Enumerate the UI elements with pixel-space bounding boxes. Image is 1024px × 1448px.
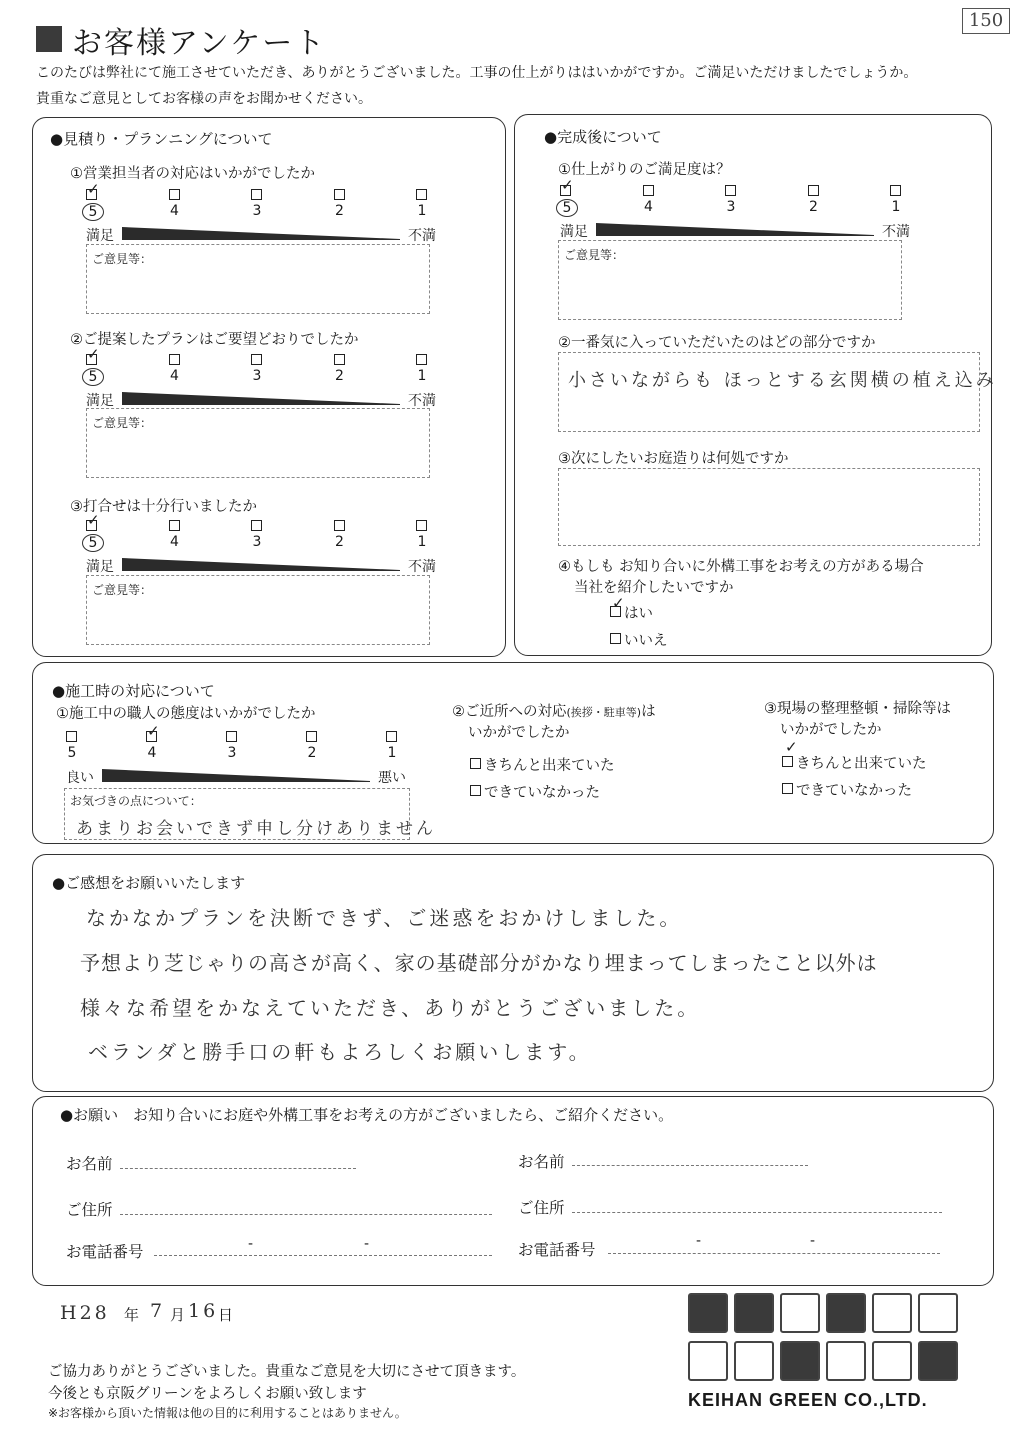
intro-line-2: 貴重なご意見としてお客様の声をお聞かせください。 xyxy=(36,91,372,107)
construction-q3-label-1: ③現場の整理整頓・掃除等は xyxy=(764,701,951,717)
completion-q4-option-no[interactable] xyxy=(610,629,668,650)
company-name: KEIHAN GREEN CO.,LTD. xyxy=(688,1390,928,1410)
checkbox-icon[interactable] xyxy=(251,354,262,365)
referral-phone-input-1[interactable] xyxy=(154,1255,492,1256)
scale-wedge-shape xyxy=(122,392,400,405)
checkbox-icon[interactable] xyxy=(306,731,317,742)
scale-number: 2 xyxy=(335,368,344,384)
construction-q2-label-small: (挨拶・駐車等) xyxy=(566,706,642,719)
estimate-q1-opinion-label: ご意見等： xyxy=(92,252,153,266)
logo-tile xyxy=(688,1293,728,1333)
construction-section-title: ●施工時の対応について xyxy=(52,682,215,700)
phone-separator: - xyxy=(696,1233,702,1249)
date-era-year: H28 xyxy=(60,1302,110,1324)
title-square-icon xyxy=(36,26,62,52)
construction-q2-label-main: ②ご近所への対応 xyxy=(452,704,567,720)
logo-tile xyxy=(872,1341,912,1381)
logo-tile xyxy=(734,1341,774,1381)
construction-q2-label-2: いかがでしたか xyxy=(468,725,570,741)
completion-section-title: ●完成後について xyxy=(544,128,662,146)
construction-q2-option-good-label: きちんと出来ていた xyxy=(484,758,615,774)
completion-q4-option-yes-label: はい xyxy=(624,606,653,622)
logo-tile xyxy=(918,1341,958,1381)
referral-address-label-2: ご住所 xyxy=(518,1199,565,1217)
scale-number: 5 xyxy=(82,368,104,386)
estimate-q2-label: ②ご提案したプランはご要望どおりでしたか xyxy=(70,332,359,348)
completion-q2-label: ②一番気に入っていただいたのはどの部分ですか xyxy=(558,335,876,351)
completion-q3-answer-box[interactable] xyxy=(558,468,980,546)
scale-number: 4 xyxy=(170,368,179,384)
referral-phone-input-2[interactable] xyxy=(608,1253,940,1254)
completion-q3-label: ③次にしたいお庭造りは何処ですか xyxy=(558,451,789,467)
scale-number: 2 xyxy=(307,745,317,761)
logo-tile xyxy=(780,1341,820,1381)
referral-address-input-2[interactable] xyxy=(572,1212,942,1213)
scale-number: 1 xyxy=(417,534,427,550)
check-mark-icon: ✓ xyxy=(147,722,160,740)
construction-q2-option-bad-label: できていなかった xyxy=(484,785,600,801)
construction-q2-option-bad[interactable] xyxy=(470,781,600,802)
scale-number: 4 xyxy=(147,745,157,761)
referral-name-label-2: お名前 xyxy=(518,1153,565,1171)
estimate-q3-opinion-label: ご意見等： xyxy=(92,583,153,597)
scale-wedge-bar xyxy=(102,769,370,783)
checkbox-icon[interactable] xyxy=(334,520,345,531)
checkbox-icon[interactable] xyxy=(416,520,427,531)
checkbox-icon[interactable] xyxy=(808,185,819,196)
referral-name-label-1: お名前 xyxy=(66,1155,113,1173)
checkbox-icon[interactable] xyxy=(334,354,345,365)
scale-low-label: 満足 xyxy=(86,228,114,244)
scale-wedge-shape xyxy=(122,558,400,571)
checkbox-icon[interactable] xyxy=(890,185,901,196)
logo-tile xyxy=(688,1341,728,1381)
estimate-section-title: ●見積り・プランニングについて xyxy=(50,130,273,148)
scale-number: 5 xyxy=(82,203,104,221)
check-mark-icon: ✓ xyxy=(87,180,100,198)
construction-q2-option-good[interactable] xyxy=(470,754,615,775)
scale-number: 5 xyxy=(556,199,578,217)
referral-phone-label-2: お電話番号 xyxy=(518,1241,596,1259)
scale-wedge-bar xyxy=(596,223,874,237)
check-mark-icon: ✓ xyxy=(87,511,100,529)
checkbox-icon[interactable] xyxy=(169,189,180,200)
construction-q3-label-2: いかがでしたか xyxy=(780,722,882,738)
intro-line-1: このたびは弊社にて施工させていただき、ありがとうございました。工事の仕上がりははいかがですか。ご満足いただけましたでしょうか。 xyxy=(36,65,918,81)
completion-q2-answer-box[interactable] xyxy=(558,352,980,432)
scale-low-label: 満足 xyxy=(86,559,114,575)
checkbox-icon[interactable] xyxy=(251,520,262,531)
checkbox-icon[interactable] xyxy=(643,185,654,196)
check-mark-icon: ✓ xyxy=(561,176,574,194)
checkbox-icon[interactable] xyxy=(169,354,180,365)
scale-wedge-shape xyxy=(102,769,370,782)
scale-high-label: 不満 xyxy=(882,224,910,240)
scale-number: 2 xyxy=(809,199,818,215)
date-day: 16 xyxy=(188,1300,219,1322)
checkbox-checked-icon xyxy=(782,756,793,767)
checkbox-icon xyxy=(470,785,481,796)
scale-wedge-bar xyxy=(122,227,400,241)
scale-number: 4 xyxy=(170,203,179,219)
construction-remarks-label: お気づきの点について： xyxy=(70,794,202,808)
footer-privacy-note: ※お客様から頂いた情報は他の目的に利用することはありません。 xyxy=(48,1406,407,1420)
estimate-q1-label: ①営業担当者の対応はいかがでしたか xyxy=(70,166,315,182)
referral-address-input-1[interactable] xyxy=(120,1214,492,1215)
construction-q3-option-bad-label: できていなかった xyxy=(796,783,912,799)
estimate-q2-opinion-label: ご意見等： xyxy=(92,416,153,430)
checkbox-icon xyxy=(610,633,621,644)
checkbox-icon[interactable] xyxy=(416,354,427,365)
checkbox-icon xyxy=(782,783,793,794)
footer-thanks: ご協力ありがとうございました。貴重なご意見を大切にさせて頂きます。 xyxy=(48,1364,526,1380)
date-month: 7 xyxy=(150,1300,166,1322)
impressions-line-3: 様々な希望をかなえていただき、ありがとうございました。 xyxy=(80,996,701,1020)
phone-separator: - xyxy=(364,1236,370,1252)
scale-low-label: 満足 xyxy=(86,393,114,409)
checkbox-icon[interactable] xyxy=(226,731,237,742)
construction-q3-option-good-label: きちんと出来ていた xyxy=(796,756,927,772)
scale-number: 5 xyxy=(82,534,104,552)
phone-separator: - xyxy=(248,1236,254,1252)
company-logo xyxy=(688,1293,960,1385)
checkbox-icon[interactable] xyxy=(386,731,397,742)
scale-number: 3 xyxy=(252,368,262,384)
construction-q3-option-bad[interactable] xyxy=(782,779,912,800)
checkbox-icon[interactable] xyxy=(66,731,77,742)
referral-name-input-2[interactable] xyxy=(572,1165,808,1166)
date-day-unit: 日 xyxy=(218,1306,234,1324)
construction-q3-option-good[interactable] xyxy=(782,752,927,773)
check-mark-icon: ✓ xyxy=(785,738,798,756)
scale-wedge-bar xyxy=(122,558,400,572)
completion-q4-label-1: ④もしも お知り合いに外構工事をお考えの方がある場合 xyxy=(558,559,924,575)
scale-number: 1 xyxy=(387,745,397,761)
check-mark-icon: ✓ xyxy=(612,594,625,612)
scale-number: 1 xyxy=(891,199,901,215)
scale-high-label: 不満 xyxy=(408,559,436,575)
completion-q1-opinion-label: ご意見等： xyxy=(564,248,625,262)
scale-number: 4 xyxy=(170,534,179,550)
check-mark-icon: ✓ xyxy=(87,345,100,363)
scale-number: 2 xyxy=(335,203,344,219)
checkbox-icon[interactable] xyxy=(251,189,262,200)
checkbox-icon[interactable] xyxy=(169,520,180,531)
scale-number: 1 xyxy=(417,203,427,219)
logo-tile xyxy=(780,1293,820,1333)
scale-number: 3 xyxy=(726,199,736,215)
impressions-line-4: ベランダと勝手口の軒もよろしくお願いします。 xyxy=(88,1040,592,1064)
scale-high-label: 不満 xyxy=(408,228,436,244)
logo-tile xyxy=(734,1293,774,1333)
phone-separator: - xyxy=(810,1233,816,1249)
scale-number: 4 xyxy=(644,199,653,215)
referral-phone-label-1: お電話番号 xyxy=(66,1243,144,1261)
page-title: お客様アンケート xyxy=(72,26,327,61)
construction-q2-label-1 xyxy=(452,700,656,721)
referral-address-label-1: ご住所 xyxy=(66,1201,113,1219)
scale-number: 1 xyxy=(417,368,427,384)
scale-wedge-shape xyxy=(596,223,874,236)
scale-number: 3 xyxy=(252,534,262,550)
scale-low-label: 良い xyxy=(66,770,94,786)
footer-regards: 今後とも京阪グリーンをよろしくお願い致します xyxy=(48,1386,367,1402)
scale-number: 2 xyxy=(335,534,344,550)
scale-low-label: 満足 xyxy=(560,224,588,240)
checkbox-icon[interactable] xyxy=(416,189,427,200)
construction-q2-label-tail: は xyxy=(641,704,656,720)
impressions-section-title: ●ご感想をお願いいたします xyxy=(52,874,246,892)
referral-section-title: ●お願い お知り合いにお庭や外構工事をお考えの方がございましたら、ご紹介ください。 xyxy=(60,1106,674,1124)
completion-q1-label: ①仕上がりのご満足度は？ xyxy=(558,162,731,178)
scale-high-label: 不満 xyxy=(408,393,436,409)
scale-number: 5 xyxy=(67,745,77,761)
date-year-unit: 年 xyxy=(124,1306,140,1324)
checkbox-icon xyxy=(470,758,481,769)
completion-q4-option-no-label: いいえ xyxy=(624,633,668,649)
completion-q2-answer: 小さいながらも ほっとする玄関横の植え込み xyxy=(568,370,997,391)
logo-tile xyxy=(918,1293,958,1333)
construction-remarks-text: あまりお会いできず申し分けありません xyxy=(76,819,436,839)
logo-tile xyxy=(872,1293,912,1333)
checkbox-icon[interactable] xyxy=(725,185,736,196)
impressions-line-1: なかなかプランを決断できず、ご迷惑をおかけしました。 xyxy=(86,906,683,930)
scale-high-label: 悪い xyxy=(378,770,406,786)
impressions-line-2: 予想より芝じゃりの高さが高く、家の基礎部分がかなり埋まってしまったこと以外は xyxy=(80,951,878,975)
scale-wedge-bar xyxy=(122,392,400,406)
date-month-unit: 月 xyxy=(170,1306,186,1324)
checkbox-icon[interactable] xyxy=(334,189,345,200)
scale-number: 3 xyxy=(252,203,262,219)
construction-q1-label: ①施工中の職人の態度はいかがでしたか xyxy=(56,706,316,722)
estimate-q3-label: ③打合せは十分行いましたか xyxy=(70,499,257,515)
page-number: 150 xyxy=(962,8,1010,34)
logo-tile xyxy=(826,1293,866,1333)
completion-q4-label-2: 当社を紹介したいですか xyxy=(574,580,734,596)
scale-number: 3 xyxy=(227,745,237,761)
referral-name-input-1[interactable] xyxy=(120,1168,356,1169)
scale-wedge-shape xyxy=(122,227,400,240)
logo-tile xyxy=(826,1341,866,1381)
